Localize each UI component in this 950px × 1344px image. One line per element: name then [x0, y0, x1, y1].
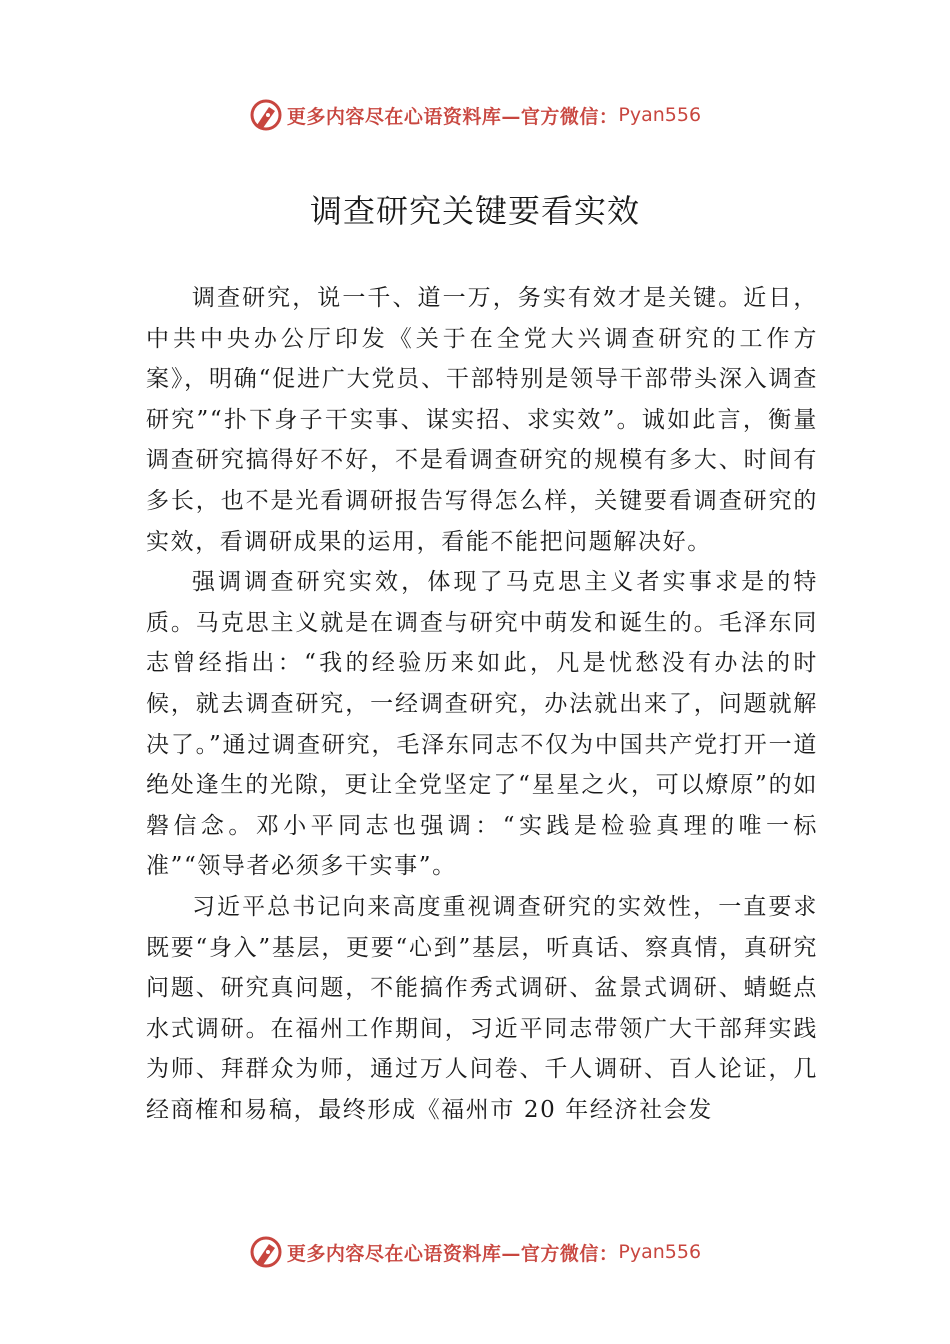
- banner-text: 更多内容尽在心语资料库—官方微信：: [286, 105, 619, 128]
- paragraph: 调查研究，说一千、道一万，务实有效才是关键。近日，中共中央办公厅印发《关于在全党大兴调查研究的工作方案》，明确“促进广大党员、干部特别是领导干部带头深入调查研究”“扑下身子干实事、谋实招、求实效”。诚如此言，衡量调查研究搞得好不好，不是看调查研究的规模有多大、时间有多长，也不是光看调研报告写得怎么样，关键要看调查研究的实效，看调研成果的运用，看能不能把问题解决好。: [146, 285, 818, 555]
- header-banner: [0, 95, 950, 135]
- paragraph: 强调调查研究实效，体现了马克思主义者实事求是的特质。马克思主义就是在调查与研究中萌发和诞生的。毛泽东同志曾经指出：“我的经验历来如此，凡是忧愁没有办法的时候，就去调查研究，一经调查研究，办法就出来了，问题就解决了。”通过调查研究，毛泽东同志不仅为中国共产党打开一道绝处逢生的光隙，更让全党坚定了“星星之火，可以燎原”的如磐信念。邓小平同志也强调：“实践是检验真理的唯一标准”“领导者必须多干实事”。: [146, 569, 818, 880]
- wechat-id: Pyan556: [618, 104, 702, 126]
- pen-nib-logo-icon: [249, 1235, 283, 1269]
- wechat-id: Pyan556: [618, 1241, 702, 1263]
- article-title: 调查研究关键要看实效: [309, 192, 640, 230]
- paragraph: 习近平总书记向来高度重视调查研究的实效性，一直要求既要“身入”基层，更要“心到”基层，听真话、察真情，真研究问题、研究真问题，不能搞作秀式调研、盆景式调研、蜻蜓点水式调研。在福州工作期间，习近平同志带领广大干部拜实践为师、拜群众为师，通过万人问卷、千人调研、百人论证，几经商榷和易稿，最终形成《福州市 20 年经济社会发: [146, 893, 818, 1123]
- article-body: [146, 278, 818, 1130]
- footer-banner: [0, 1232, 950, 1272]
- pen-nib-logo-icon: [249, 98, 283, 132]
- banner-text: 更多内容尽在心语资料库—官方微信：: [286, 1242, 619, 1265]
